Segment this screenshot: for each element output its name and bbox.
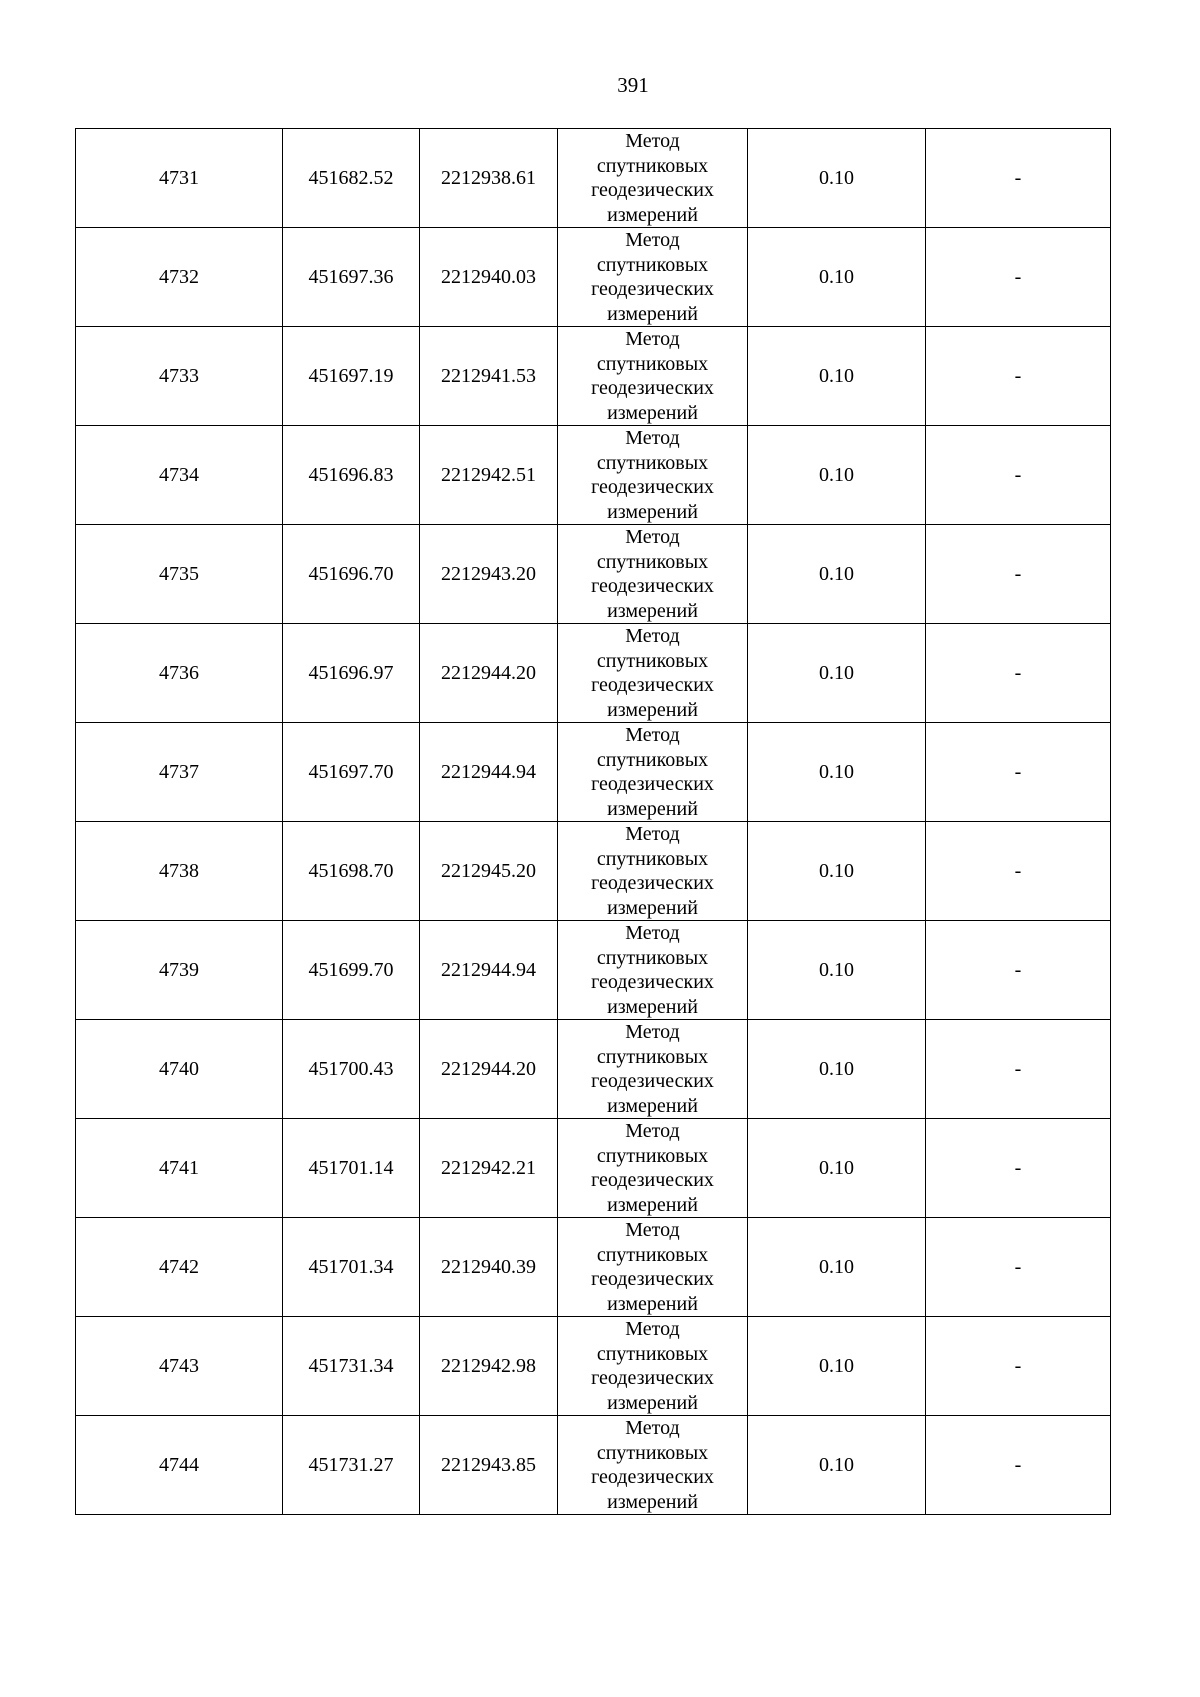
note-cell: - [926, 129, 1111, 228]
method-line: измерений [607, 797, 698, 820]
method-line: измерений [607, 698, 698, 721]
method-line: геодезических [591, 1466, 714, 1488]
method-line: геодезических [591, 575, 714, 597]
method-line: измерений [607, 1490, 698, 1513]
method-line: геодезических [591, 377, 714, 399]
x-coordinate-cell: 451697.36 [283, 228, 420, 327]
accuracy-cell: 0.10 [748, 426, 926, 525]
point-number-cell: 4734 [76, 426, 283, 525]
y-coordinate-cell: 2212940.39 [420, 1218, 558, 1317]
method-cell [558, 1119, 748, 1218]
note-cell: - [926, 327, 1111, 426]
method-line: Метод [625, 1417, 680, 1439]
method-line: Метод [625, 625, 680, 647]
x-coordinate-cell: 451697.70 [283, 723, 420, 822]
table-row [76, 822, 1111, 921]
y-coordinate-cell: 2212944.20 [420, 1020, 558, 1119]
method-cell [558, 1020, 748, 1119]
table-row [76, 129, 1111, 228]
accuracy-cell: 0.10 [748, 327, 926, 426]
method-line: спутниковых [596, 1243, 709, 1266]
method-line: Метод [625, 526, 680, 548]
method-line: спутниковых [596, 847, 709, 870]
x-coordinate-cell: 451731.34 [283, 1317, 420, 1416]
x-coordinate-cell: 451696.97 [283, 624, 420, 723]
point-number-cell: 4733 [76, 327, 283, 426]
page-number: 391 [617, 73, 649, 97]
accuracy-cell: 0.10 [748, 723, 926, 822]
note-cell: - [926, 1317, 1111, 1416]
point-number-cell: 4739 [76, 921, 283, 1020]
y-coordinate-cell: 2212942.21 [420, 1119, 558, 1218]
method-line: Метод [625, 1120, 680, 1142]
method-cell [558, 327, 748, 426]
x-coordinate-cell: 451700.43 [283, 1020, 420, 1119]
table-row [76, 327, 1111, 426]
note-cell: - [926, 525, 1111, 624]
method-line: измерений [607, 1292, 698, 1315]
table-row [76, 1020, 1111, 1119]
y-coordinate-cell: 2212941.53 [420, 327, 558, 426]
method-cell [558, 822, 748, 921]
table-row [76, 1416, 1111, 1515]
method-line: измерений [607, 1193, 698, 1216]
y-coordinate-cell: 2212944.20 [420, 624, 558, 723]
x-coordinate-cell: 451701.14 [283, 1119, 420, 1218]
method-line: Метод [625, 229, 680, 251]
point-number-cell: 4737 [76, 723, 283, 822]
point-number-cell: 4731 [76, 129, 283, 228]
accuracy-cell: 0.10 [748, 1218, 926, 1317]
y-coordinate-cell: 2212940.03 [420, 228, 558, 327]
method-line: спутниковых [596, 1342, 709, 1365]
x-coordinate-cell: 451701.34 [283, 1218, 420, 1317]
method-line: спутниковых [596, 451, 709, 474]
method-line: спутниковых [596, 154, 709, 177]
method-line: спутниковых [596, 649, 709, 672]
point-number-cell: 4744 [76, 1416, 283, 1515]
note-cell: - [926, 1218, 1111, 1317]
method-cell [558, 525, 748, 624]
method-line: Метод [625, 724, 680, 746]
y-coordinate-cell: 2212945.20 [420, 822, 558, 921]
table-row [76, 1317, 1111, 1416]
table-row [76, 1119, 1111, 1218]
note-cell: - [926, 426, 1111, 525]
x-coordinate-cell: 451682.52 [283, 129, 420, 228]
x-coordinate-cell: 451731.27 [283, 1416, 420, 1515]
method-line: спутниковых [596, 253, 709, 276]
accuracy-cell: 0.10 [748, 1416, 926, 1515]
table-row [76, 624, 1111, 723]
method-line: геодезических [591, 773, 714, 795]
method-line: геодезических [591, 476, 714, 498]
method-cell [558, 1218, 748, 1317]
y-coordinate-cell: 2212944.94 [420, 723, 558, 822]
method-line: спутниковых [596, 550, 709, 573]
method-line: геодезических [591, 1367, 714, 1389]
method-line: измерений [607, 401, 698, 424]
y-coordinate-cell: 2212943.20 [420, 525, 558, 624]
point-number-cell: 4735 [76, 525, 283, 624]
method-line: измерений [607, 599, 698, 622]
note-cell: - [926, 1416, 1111, 1515]
method-cell [558, 129, 748, 228]
method-line: геодезических [591, 278, 714, 300]
point-number-cell: 4732 [76, 228, 283, 327]
note-cell: - [926, 921, 1111, 1020]
method-line: Метод [625, 922, 680, 944]
method-line: спутниковых [596, 946, 709, 969]
y-coordinate-cell: 2212943.85 [420, 1416, 558, 1515]
note-cell: - [926, 822, 1111, 921]
table-row [76, 1218, 1111, 1317]
method-line: геодезических [591, 179, 714, 201]
method-line: измерений [607, 203, 698, 226]
method-cell [558, 723, 748, 822]
method-cell [558, 1416, 748, 1515]
note-cell: - [926, 624, 1111, 723]
method-line: Метод [625, 1021, 680, 1043]
table-row [76, 921, 1111, 1020]
method-line: геодезических [591, 674, 714, 696]
point-number-cell: 4738 [76, 822, 283, 921]
method-line: Метод [625, 427, 680, 449]
method-line: Метод [625, 823, 680, 845]
method-line: спутниковых [596, 352, 709, 375]
method-line: измерений [607, 1391, 698, 1414]
point-number-cell: 4742 [76, 1218, 283, 1317]
method-cell [558, 1317, 748, 1416]
x-coordinate-cell: 451699.70 [283, 921, 420, 1020]
x-coordinate-cell: 451696.70 [283, 525, 420, 624]
method-line: измерений [607, 500, 698, 523]
method-line: геодезических [591, 872, 714, 894]
note-cell: - [926, 228, 1111, 327]
method-cell [558, 426, 748, 525]
coordinates-table-body [76, 129, 1111, 1515]
y-coordinate-cell: 2212944.94 [420, 921, 558, 1020]
x-coordinate-cell: 451696.83 [283, 426, 420, 525]
table-row [76, 723, 1111, 822]
coordinates-table [75, 128, 1111, 1515]
method-cell [558, 228, 748, 327]
method-line: геодезических [591, 971, 714, 993]
y-coordinate-cell: 2212942.51 [420, 426, 558, 525]
note-cell: - [926, 723, 1111, 822]
method-line: Метод [625, 130, 680, 152]
x-coordinate-cell: 451697.19 [283, 327, 420, 426]
point-number-cell: 4740 [76, 1020, 283, 1119]
method-line: измерений [607, 896, 698, 919]
point-number-cell: 4736 [76, 624, 283, 723]
accuracy-cell: 0.10 [748, 525, 926, 624]
accuracy-cell: 0.10 [748, 1020, 926, 1119]
accuracy-cell: 0.10 [748, 624, 926, 723]
method-line: спутниковых [596, 1144, 709, 1167]
method-line: геодезических [591, 1268, 714, 1290]
method-line: спутниковых [596, 1045, 709, 1068]
x-coordinate-cell: 451698.70 [283, 822, 420, 921]
note-cell: - [926, 1020, 1111, 1119]
method-line: измерений [607, 1094, 698, 1117]
table-row [76, 426, 1111, 525]
method-line: спутниковых [596, 748, 709, 771]
accuracy-cell: 0.10 [748, 1119, 926, 1218]
accuracy-cell: 0.10 [748, 822, 926, 921]
table-row [76, 228, 1111, 327]
table-row [76, 525, 1111, 624]
method-line: спутниковых [596, 1441, 709, 1464]
method-line: измерений [607, 995, 698, 1018]
method-line: измерений [607, 302, 698, 325]
method-line: Метод [625, 1219, 680, 1241]
method-cell [558, 624, 748, 723]
accuracy-cell: 0.10 [748, 921, 926, 1020]
y-coordinate-cell: 2212938.61 [420, 129, 558, 228]
method-line: геодезических [591, 1169, 714, 1191]
accuracy-cell: 0.10 [748, 1317, 926, 1416]
note-cell: - [926, 1119, 1111, 1218]
method-line: Метод [625, 328, 680, 350]
accuracy-cell: 0.10 [748, 228, 926, 327]
accuracy-cell: 0.10 [748, 129, 926, 228]
method-cell [558, 921, 748, 1020]
method-line: геодезических [591, 1070, 714, 1092]
point-number-cell: 4743 [76, 1317, 283, 1416]
method-line: Метод [625, 1318, 680, 1340]
y-coordinate-cell: 2212942.98 [420, 1317, 558, 1416]
point-number-cell: 4741 [76, 1119, 283, 1218]
